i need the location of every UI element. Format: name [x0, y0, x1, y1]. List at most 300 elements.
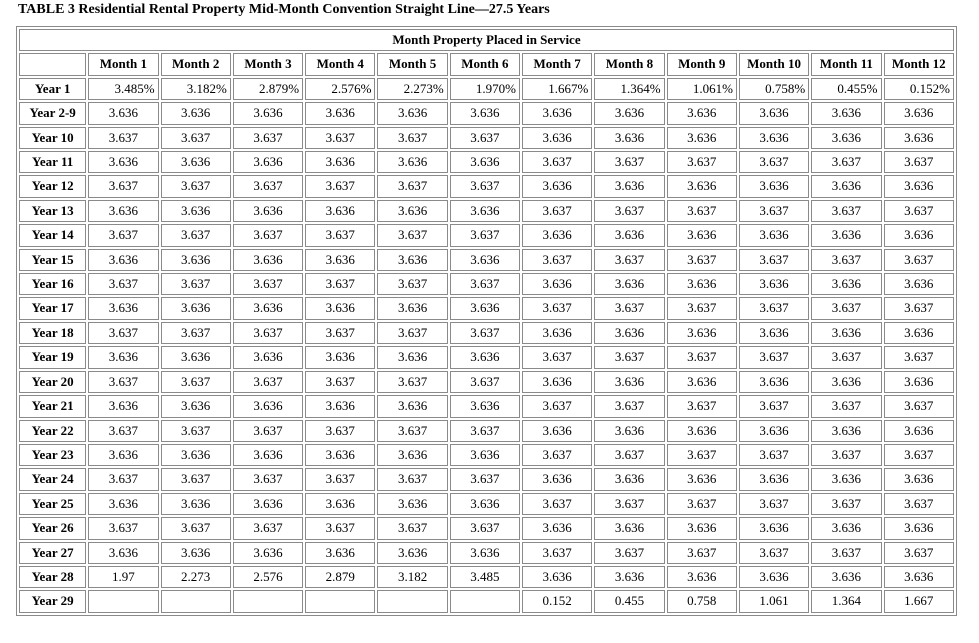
- rate-cell: 3.637: [233, 127, 303, 149]
- rate-cell: 3.485: [450, 566, 520, 588]
- rate-cell: 3.637: [884, 200, 955, 222]
- rate-cell: 3.485%: [88, 78, 158, 100]
- row-label: Year 14: [19, 224, 86, 246]
- rate-cell: 3.636: [884, 322, 955, 344]
- month-header-row: [19, 53, 954, 75]
- rate-cell: 3.636: [88, 493, 158, 515]
- rate-cell: 3.636: [88, 249, 158, 271]
- rate-cell: 3.637: [884, 151, 955, 173]
- rate-cell: 3.636: [305, 151, 375, 173]
- rate-cell: 3.636: [233, 493, 303, 515]
- rate-cell: 3.637: [377, 273, 447, 295]
- rate-cell: 3.636: [667, 102, 737, 124]
- rate-cell: 3.637: [667, 297, 737, 319]
- table-row: [19, 444, 954, 466]
- rate-cell: 3.637: [739, 200, 809, 222]
- rate-cell: 3.636: [377, 395, 447, 417]
- group-header: Month Property Placed in Service: [19, 29, 954, 51]
- rate-cell: 3.636: [522, 273, 592, 295]
- depreciation-table: [16, 26, 957, 616]
- rate-cell: 3.636: [450, 444, 520, 466]
- rate-cell: 3.637: [811, 444, 881, 466]
- rate-cell: 3.637: [739, 151, 809, 173]
- rate-cell: 3.636: [811, 468, 881, 490]
- rate-cell: 3.636: [377, 493, 447, 515]
- rate-cell: 3.636: [811, 517, 881, 539]
- rate-cell: 3.636: [522, 322, 592, 344]
- table-row: [19, 590, 954, 612]
- rate-cell: 3.637: [88, 273, 158, 295]
- rate-cell: 3.636: [811, 322, 881, 344]
- rate-cell: 3.636: [161, 493, 231, 515]
- rate-cell: [88, 590, 158, 612]
- rate-cell: 3.637: [450, 127, 520, 149]
- rate-cell: 3.637: [667, 200, 737, 222]
- rate-cell: 3.636: [811, 371, 881, 393]
- rate-cell: 3.637: [594, 542, 664, 564]
- rate-cell: 3.636: [667, 468, 737, 490]
- rate-cell: 3.636: [522, 468, 592, 490]
- rate-cell: [377, 590, 447, 612]
- rate-cell: 3.636: [88, 346, 158, 368]
- rate-cell: 3.636: [594, 127, 664, 149]
- rate-cell: 3.637: [88, 175, 158, 197]
- month-header-9: Month 9: [667, 53, 737, 75]
- rate-cell: 3.636: [161, 102, 231, 124]
- rate-cell: 3.637: [377, 127, 447, 149]
- rate-cell: 3.637: [811, 493, 881, 515]
- rate-cell: 3.636: [739, 322, 809, 344]
- rate-cell: 3.636: [884, 566, 955, 588]
- table-row: [19, 371, 954, 393]
- rate-cell: 3.636: [305, 297, 375, 319]
- rate-cell: 3.636: [450, 493, 520, 515]
- rate-cell: 3.636: [522, 420, 592, 442]
- rate-cell: 3.636: [450, 542, 520, 564]
- rate-cell: 3.636: [377, 102, 447, 124]
- rate-cell: 3.637: [594, 297, 664, 319]
- rate-cell: 3.636: [450, 151, 520, 173]
- rate-cell: 3.636: [377, 151, 447, 173]
- rate-cell: 2.576: [233, 566, 303, 588]
- rate-cell: 3.637: [161, 175, 231, 197]
- month-header-7: Month 7: [522, 53, 592, 75]
- table-row: [19, 175, 954, 197]
- row-label: Year 25: [19, 493, 86, 515]
- rate-cell: 3.636: [233, 200, 303, 222]
- rate-cell: 3.637: [811, 297, 881, 319]
- rate-cell: 2.879: [305, 566, 375, 588]
- rate-cell: 3.636: [305, 493, 375, 515]
- rate-cell: 3.637: [522, 297, 592, 319]
- row-label: Year 29: [19, 590, 86, 612]
- row-label: Year 2-9: [19, 102, 86, 124]
- rate-cell: 3.636: [88, 395, 158, 417]
- rate-cell: 3.636: [667, 322, 737, 344]
- rate-cell: [233, 590, 303, 612]
- month-header-4: Month 4: [305, 53, 375, 75]
- table-row: [19, 542, 954, 564]
- rate-cell: 3.637: [161, 468, 231, 490]
- rate-cell: 3.637: [522, 200, 592, 222]
- table-row: [19, 395, 954, 417]
- rate-cell: 0.455%: [811, 78, 881, 100]
- row-label: Year 19: [19, 346, 86, 368]
- rate-cell: 1.667%: [522, 78, 592, 100]
- rate-cell: 3.636: [884, 371, 955, 393]
- rate-cell: 3.636: [739, 420, 809, 442]
- rate-cell: 3.636: [88, 542, 158, 564]
- rate-cell: 3.636: [739, 102, 809, 124]
- rate-cell: 3.637: [305, 127, 375, 149]
- rate-cell: 3.636: [884, 224, 955, 246]
- rate-cell: 3.637: [739, 297, 809, 319]
- rate-cell: 3.636: [161, 542, 231, 564]
- rate-cell: 3.636: [667, 127, 737, 149]
- rate-cell: 3.637: [739, 493, 809, 515]
- rate-cell: 3.637: [305, 517, 375, 539]
- rate-cell: 3.637: [811, 249, 881, 271]
- rate-cell: 0.758%: [739, 78, 809, 100]
- rate-cell: 3.637: [594, 346, 664, 368]
- rate-cell: 3.637: [161, 273, 231, 295]
- row-label: Year 24: [19, 468, 86, 490]
- table-row: [19, 346, 954, 368]
- rate-cell: 3.637: [88, 420, 158, 442]
- rate-cell: 3.636: [884, 273, 955, 295]
- rate-cell: 3.637: [739, 249, 809, 271]
- rate-cell: 3.637: [884, 395, 955, 417]
- rate-cell: 3.637: [305, 420, 375, 442]
- rate-cell: 3.636: [739, 566, 809, 588]
- rate-cell: 3.636: [233, 346, 303, 368]
- rate-cell: 3.636: [305, 200, 375, 222]
- rate-cell: 3.636: [161, 346, 231, 368]
- rate-cell: [161, 590, 231, 612]
- rate-cell: 3.636: [522, 371, 592, 393]
- rate-cell: 3.637: [233, 517, 303, 539]
- rate-cell: 3.637: [884, 493, 955, 515]
- rate-cell: 3.636: [161, 249, 231, 271]
- rate-cell: 3.636: [667, 273, 737, 295]
- row-label: Year 13: [19, 200, 86, 222]
- rate-cell: 3.637: [305, 224, 375, 246]
- rate-cell: 3.636: [811, 420, 881, 442]
- rate-cell: 3.636: [522, 127, 592, 149]
- rate-cell: 3.636: [884, 102, 955, 124]
- row-label: Year 23: [19, 444, 86, 466]
- rate-cell: 3.637: [305, 273, 375, 295]
- rate-cell: 3.637: [88, 322, 158, 344]
- rate-cell: 3.636: [450, 200, 520, 222]
- rate-cell: 3.637: [88, 127, 158, 149]
- row-label: Year 18: [19, 322, 86, 344]
- table-row: [19, 151, 954, 173]
- rate-cell: 3.636: [811, 566, 881, 588]
- rate-cell: 3.636: [377, 297, 447, 319]
- rate-cell: 3.637: [377, 517, 447, 539]
- rate-cell: 3.636: [884, 175, 955, 197]
- rate-cell: 3.637: [233, 322, 303, 344]
- rate-cell: 3.637: [594, 444, 664, 466]
- rate-cell: [450, 590, 520, 612]
- rate-cell: 3.636: [450, 297, 520, 319]
- rate-cell: 3.636: [88, 200, 158, 222]
- table-row: [19, 297, 954, 319]
- rate-cell: 3.636: [667, 175, 737, 197]
- rate-cell: 3.636: [594, 468, 664, 490]
- rate-cell: 3.637: [305, 371, 375, 393]
- month-header-3: Month 3: [233, 53, 303, 75]
- rate-cell: 3.636: [811, 224, 881, 246]
- rate-cell: 3.636: [522, 517, 592, 539]
- table-row: [19, 127, 954, 149]
- rate-cell: 3.636: [161, 395, 231, 417]
- table-title: TABLE 3 Residential Rental Property Mid-Month Convention Straight Line—27.5 Years: [18, 2, 550, 17]
- rate-cell: 3.636: [377, 200, 447, 222]
- rate-cell: 3.636: [522, 566, 592, 588]
- row-label: Year 20: [19, 371, 86, 393]
- rate-cell: 3.637: [594, 493, 664, 515]
- rate-cell: 3.637: [233, 273, 303, 295]
- rate-cell: 3.637: [88, 517, 158, 539]
- month-header-5: Month 5: [377, 53, 447, 75]
- rate-cell: 3.636: [667, 517, 737, 539]
- rate-cell: 3.636: [667, 566, 737, 588]
- rate-cell: 3.182: [377, 566, 447, 588]
- rate-cell: 3.636: [450, 395, 520, 417]
- rate-cell: 3.636: [233, 249, 303, 271]
- rate-cell: 3.637: [450, 468, 520, 490]
- row-label: Year 22: [19, 420, 86, 442]
- rate-cell: 3.636: [884, 517, 955, 539]
- table-row: [19, 468, 954, 490]
- rate-cell: 3.637: [233, 371, 303, 393]
- table-row: [19, 420, 954, 442]
- rate-cell: 1.667: [884, 590, 955, 612]
- month-header-2: Month 2: [161, 53, 231, 75]
- rate-cell: 3.637: [161, 224, 231, 246]
- rate-cell: 3.636: [522, 175, 592, 197]
- rate-cell: 3.636: [161, 297, 231, 319]
- rate-cell: 3.636: [305, 346, 375, 368]
- rate-cell: 3.637: [161, 127, 231, 149]
- rate-cell: 3.637: [377, 175, 447, 197]
- rate-cell: 3.636: [233, 395, 303, 417]
- rate-cell: 0.455: [594, 590, 664, 612]
- rate-cell: 3.637: [594, 395, 664, 417]
- rate-cell: 3.637: [667, 493, 737, 515]
- rate-cell: 3.636: [739, 224, 809, 246]
- rate-cell: 3.637: [811, 200, 881, 222]
- rate-cell: 3.637: [594, 249, 664, 271]
- rate-cell: 3.637: [161, 322, 231, 344]
- rate-cell: 3.637: [233, 420, 303, 442]
- rate-cell: 3.637: [305, 468, 375, 490]
- row-label: Year 16: [19, 273, 86, 295]
- rate-cell: 3.636: [233, 151, 303, 173]
- rate-cell: 3.637: [522, 444, 592, 466]
- rate-cell: 3.636: [233, 542, 303, 564]
- rate-cell: 3.636: [811, 273, 881, 295]
- rate-cell: 3.637: [884, 346, 955, 368]
- rate-cell: 3.637: [233, 224, 303, 246]
- rate-cell: 3.637: [450, 420, 520, 442]
- rate-cell: 3.636: [739, 273, 809, 295]
- rate-cell: 3.637: [450, 371, 520, 393]
- rate-cell: 3.637: [377, 420, 447, 442]
- rate-cell: 3.636: [739, 127, 809, 149]
- rate-cell: 3.636: [88, 297, 158, 319]
- rate-cell: 2.273: [161, 566, 231, 588]
- rate-cell: 1.364: [811, 590, 881, 612]
- rate-cell: 3.636: [305, 542, 375, 564]
- rate-cell: 3.637: [884, 444, 955, 466]
- rate-cell: 3.636: [522, 102, 592, 124]
- row-label: Year 17: [19, 297, 86, 319]
- rate-cell: 3.636: [884, 468, 955, 490]
- rate-cell: 3.637: [811, 395, 881, 417]
- row-label: Year 26: [19, 517, 86, 539]
- month-header-8: Month 8: [594, 53, 664, 75]
- rate-cell: 1.061%: [667, 78, 737, 100]
- rate-cell: 3.637: [667, 444, 737, 466]
- rate-cell: 3.636: [233, 444, 303, 466]
- table-row: [19, 249, 954, 271]
- group-header-row: [19, 29, 954, 51]
- rate-cell: 3.637: [450, 322, 520, 344]
- rate-cell: 3.636: [594, 420, 664, 442]
- rate-cell: 3.636: [594, 224, 664, 246]
- rate-cell: 3.637: [884, 249, 955, 271]
- table-row: [19, 102, 954, 124]
- rate-cell: 3.636: [884, 127, 955, 149]
- rate-cell: 3.637: [522, 151, 592, 173]
- rate-cell: 3.637: [739, 346, 809, 368]
- rate-cell: 3.637: [88, 468, 158, 490]
- rate-cell: 3.637: [667, 151, 737, 173]
- table-row: [19, 224, 954, 246]
- rate-cell: 3.637: [739, 542, 809, 564]
- rate-cell: 3.637: [233, 468, 303, 490]
- rate-cell: 3.637: [233, 175, 303, 197]
- rate-cell: 3.182%: [161, 78, 231, 100]
- rate-cell: 3.636: [377, 444, 447, 466]
- rate-cell: 3.637: [450, 273, 520, 295]
- rate-cell: 3.636: [594, 102, 664, 124]
- row-label: Year 1: [19, 78, 86, 100]
- rate-cell: 3.637: [594, 151, 664, 173]
- rate-cell: 3.637: [161, 420, 231, 442]
- row-label: Year 11: [19, 151, 86, 173]
- rate-cell: 2.273%: [377, 78, 447, 100]
- rate-cell: 3.637: [377, 371, 447, 393]
- rate-cell: 3.637: [522, 346, 592, 368]
- row-label: Year 10: [19, 127, 86, 149]
- rate-cell: 3.637: [305, 175, 375, 197]
- rate-cell: 3.637: [161, 517, 231, 539]
- rate-cell: 3.636: [811, 102, 881, 124]
- rate-cell: 3.637: [88, 224, 158, 246]
- rate-cell: 3.637: [161, 371, 231, 393]
- rate-cell: 2.879%: [233, 78, 303, 100]
- rate-cell: 3.636: [811, 175, 881, 197]
- rate-cell: 3.636: [594, 175, 664, 197]
- rate-cell: 3.637: [667, 395, 737, 417]
- rate-cell: 3.636: [377, 542, 447, 564]
- rate-cell: 3.636: [377, 249, 447, 271]
- table-row: [19, 273, 954, 295]
- month-header-10: Month 10: [739, 53, 809, 75]
- rate-cell: 3.636: [161, 200, 231, 222]
- rate-cell: 3.637: [377, 224, 447, 246]
- rate-cell: 3.637: [522, 542, 592, 564]
- rate-cell: 3.637: [450, 175, 520, 197]
- month-header-12: Month 12: [884, 53, 955, 75]
- month-header-11: Month 11: [811, 53, 881, 75]
- row-label: Year 27: [19, 542, 86, 564]
- rate-cell: 3.637: [811, 151, 881, 173]
- rate-cell: 3.637: [811, 346, 881, 368]
- rate-cell: 3.637: [305, 322, 375, 344]
- table-row: [19, 517, 954, 539]
- month-header-1: Month 1: [88, 53, 158, 75]
- rate-cell: 3.637: [667, 249, 737, 271]
- rate-cell: 3.637: [522, 249, 592, 271]
- rate-cell: 0.152: [522, 590, 592, 612]
- rate-cell: 3.636: [594, 273, 664, 295]
- rate-cell: 3.636: [811, 127, 881, 149]
- rate-cell: 3.636: [305, 395, 375, 417]
- rate-cell: 3.637: [739, 444, 809, 466]
- rate-cell: 3.636: [667, 371, 737, 393]
- rate-cell: 3.636: [305, 444, 375, 466]
- rate-cell: 3.636: [88, 102, 158, 124]
- rate-cell: 3.636: [233, 102, 303, 124]
- rate-cell: 3.636: [739, 468, 809, 490]
- rate-cell: 3.636: [594, 322, 664, 344]
- rate-cell: 3.636: [88, 444, 158, 466]
- rate-cell: 3.637: [739, 395, 809, 417]
- row-label: Year 21: [19, 395, 86, 417]
- table-row: [19, 566, 954, 588]
- rate-cell: 3.637: [88, 371, 158, 393]
- rate-cell: 3.637: [377, 322, 447, 344]
- rate-cell: 3.636: [522, 224, 592, 246]
- rate-cell: 3.637: [450, 517, 520, 539]
- rate-cell: 3.636: [884, 420, 955, 442]
- rate-cell: 2.576%: [305, 78, 375, 100]
- rate-cell: 1.97: [88, 566, 158, 588]
- row-label: Year 28: [19, 566, 86, 588]
- table-body: [19, 78, 954, 613]
- table-row: [19, 322, 954, 344]
- row-label: Year 15: [19, 249, 86, 271]
- rate-cell: 3.637: [450, 224, 520, 246]
- rate-cell: 3.637: [884, 297, 955, 319]
- table-row: [19, 493, 954, 515]
- rate-cell: 3.636: [305, 102, 375, 124]
- rate-cell: 3.636: [594, 371, 664, 393]
- table-row: [19, 78, 954, 100]
- rate-cell: 3.636: [377, 346, 447, 368]
- month-header-6: Month 6: [450, 53, 520, 75]
- rate-cell: 3.636: [161, 151, 231, 173]
- rate-cell: 3.636: [88, 151, 158, 173]
- rate-cell: 3.636: [161, 444, 231, 466]
- rate-cell: [305, 590, 375, 612]
- rate-cell: 1.061: [739, 590, 809, 612]
